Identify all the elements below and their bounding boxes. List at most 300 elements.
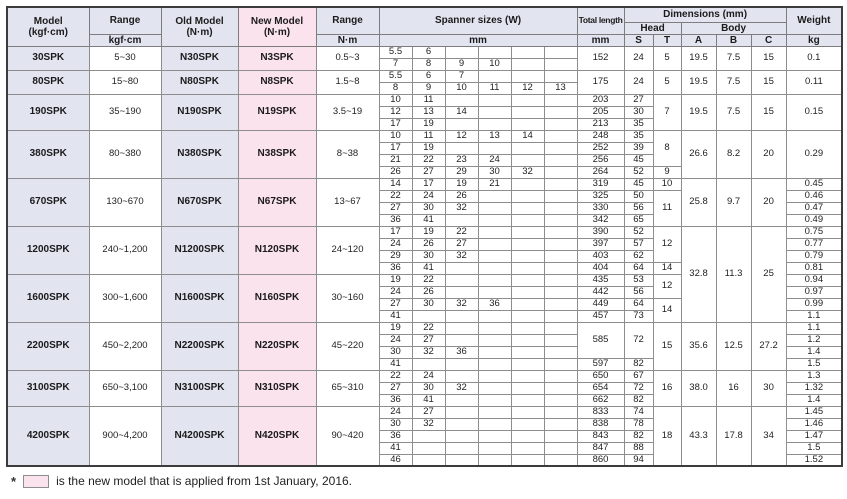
t-cell: 8 [653, 130, 681, 166]
t-cell: 16 [653, 370, 681, 406]
s-cell: 56 [624, 202, 653, 214]
footnote-text: is the new model that is applied from 1st January, 2016. [56, 474, 353, 488]
range-kgfcm-cell: 300~1,600 [89, 274, 161, 322]
total-cell: 248 [577, 130, 624, 142]
weight-cell: 1.4 [786, 346, 842, 358]
a-cell: 19.5 [681, 46, 716, 70]
spanner-size-cell [511, 226, 544, 238]
spanner-size-cell [511, 298, 544, 310]
footnote-asterisk: * [11, 473, 17, 489]
spanner-size-cell: 36 [379, 394, 412, 406]
spanner-size-cell [511, 310, 544, 322]
spanner-size-cell [544, 334, 577, 346]
c-cell: 15 [751, 46, 786, 70]
total-cell: 650 [577, 370, 624, 382]
spanner-size-cell: 17 [379, 118, 412, 130]
spanner-size-cell [511, 370, 544, 382]
t-cell: 15 [653, 322, 681, 370]
s-cell: 73 [624, 310, 653, 322]
b-cell: 8.2 [716, 130, 751, 178]
spanner-size-cell: 24 [379, 286, 412, 298]
model-cell: 190SPK [7, 94, 89, 130]
s-cell: 35 [624, 118, 653, 130]
spanner-size-cell [544, 142, 577, 154]
model-cell: 80SPK [7, 70, 89, 94]
model-cell: 3100SPK [7, 370, 89, 406]
spanner-size-cell [445, 142, 478, 154]
range-kgfcm-cell: 5~30 [89, 46, 161, 70]
spanner-size-cell [544, 262, 577, 274]
header-model [7, 7, 89, 46]
spanner-size-cell: 11 [478, 82, 511, 94]
weight-cell: 0.81 [786, 262, 842, 274]
total-cell: 457 [577, 310, 624, 322]
range-nm-cell: 30~160 [316, 274, 379, 322]
spanner-size-cell [412, 442, 445, 454]
total-cell: 403 [577, 250, 624, 262]
header-range-kgfcm: Range [89, 7, 161, 34]
range-kgfcm-cell: 80~380 [89, 130, 161, 178]
s-cell: 65 [624, 214, 653, 226]
spanner-size-cell: 22 [445, 226, 478, 238]
weight-cell: 1.45 [786, 406, 842, 418]
spanner-size-cell: 32 [445, 298, 478, 310]
b-cell: 9.7 [716, 178, 751, 226]
spanner-size-cell: 27 [412, 166, 445, 178]
spanner-size-cell: 32 [445, 202, 478, 214]
spanner-size-cell: 24 [379, 334, 412, 346]
spanner-size-cell [478, 190, 511, 202]
weight-cell: 1.1 [786, 322, 842, 334]
spanner-size-cell: 36 [379, 262, 412, 274]
weight-cell: 0.15 [786, 94, 842, 130]
spanner-size-cell [511, 70, 544, 82]
old-model-cell: N30SPK [161, 46, 238, 70]
total-cell: 585 [577, 322, 624, 358]
range-nm-cell: 90~420 [316, 406, 379, 466]
s-cell: 72 [624, 322, 653, 358]
spanner-size-cell [544, 310, 577, 322]
t-cell: 5 [653, 46, 681, 70]
spanner-size-cell [478, 46, 511, 58]
t-cell: 12 [653, 226, 681, 262]
s-cell: 24 [624, 70, 653, 94]
s-cell: 24 [624, 46, 653, 70]
spanner-size-cell [544, 58, 577, 70]
header-col-t: T [653, 34, 681, 46]
s-cell: 45 [624, 154, 653, 166]
spanner-size-cell [544, 454, 577, 466]
range-nm-cell: 45~220 [316, 322, 379, 370]
spanner-size-cell [478, 250, 511, 262]
spanner-size-cell [412, 310, 445, 322]
spanner-size-cell [511, 346, 544, 358]
s-cell: 39 [624, 142, 653, 154]
s-cell: 45 [624, 178, 653, 190]
spanner-size-cell: 29 [379, 250, 412, 262]
spanner-size-cell: 27 [379, 298, 412, 310]
weight-cell: 1.5 [786, 442, 842, 454]
t-cell: 10 [653, 178, 681, 190]
b-cell: 11.3 [716, 226, 751, 322]
header-range-nm: Range [316, 7, 379, 34]
b-cell: 7.5 [716, 70, 751, 94]
spanner-size-cell: 5.5 [379, 46, 412, 58]
spanner-size-cell: 19 [412, 226, 445, 238]
spanner-size-cell [478, 346, 511, 358]
spanner-size-cell: 19 [379, 274, 412, 286]
weight-cell: 0.47 [786, 202, 842, 214]
spanner-size-cell: 9 [445, 58, 478, 70]
table-row [7, 178, 842, 190]
new-model-cell: N38SPK [238, 130, 316, 178]
range-nm-cell: 13~67 [316, 178, 379, 226]
spanner-size-cell: 8 [412, 58, 445, 70]
spanner-size-cell [478, 106, 511, 118]
total-cell: 390 [577, 226, 624, 238]
a-cell: 38.0 [681, 370, 716, 406]
s-cell: 30 [624, 106, 653, 118]
range-nm-cell: 65~310 [316, 370, 379, 406]
header-new-model-line2: (N·m) [263, 26, 291, 38]
spanner-size-cell [412, 358, 445, 370]
spanner-size-cell [478, 358, 511, 370]
c-cell: 25 [751, 226, 786, 322]
total-cell: 397 [577, 238, 624, 250]
spanner-size-cell [544, 202, 577, 214]
model-cell: 1600SPK [7, 274, 89, 322]
total-cell: 175 [577, 70, 624, 94]
spanner-size-cell [478, 310, 511, 322]
spanner-size-cell [511, 202, 544, 214]
new-model-color-swatch [23, 475, 49, 488]
old-model-cell: N190SPK [161, 94, 238, 130]
total-cell: 442 [577, 286, 624, 298]
spanner-size-cell [511, 418, 544, 430]
header-old-model-line1: Old Model [175, 15, 224, 27]
header-model-line1: Model [33, 15, 63, 27]
total-cell: 404 [577, 262, 624, 274]
spanner-size-cell [445, 358, 478, 370]
new-model-cell: N67SPK [238, 178, 316, 226]
spanner-size-cell: 46 [379, 454, 412, 466]
spanner-size-cell [478, 394, 511, 406]
spanner-size-cell: 22 [379, 370, 412, 382]
spanner-size-cell [478, 322, 511, 334]
spanner-size-cell [544, 322, 577, 334]
spanner-size-cell [511, 154, 544, 166]
spanner-size-cell: 32 [445, 250, 478, 262]
spanner-size-cell: 30 [412, 298, 445, 310]
spanner-size-cell [445, 370, 478, 382]
spanner-size-cell [511, 286, 544, 298]
header-head-group: Head [624, 22, 681, 34]
range-nm-cell: 3.5~19 [316, 94, 379, 130]
spanner-size-cell [478, 418, 511, 430]
spanner-size-cell [544, 46, 577, 58]
header-old-model [161, 7, 238, 46]
spanner-size-cell [478, 382, 511, 394]
spanner-size-cell [544, 286, 577, 298]
header-dimensions: Dimensions (mm) [624, 7, 786, 22]
table-row [7, 322, 842, 334]
header-row-1 [7, 7, 842, 22]
t-cell: 11 [653, 190, 681, 226]
spanner-size-cell [445, 394, 478, 406]
spanner-size-cell [544, 442, 577, 454]
spanner-size-cell: 12 [511, 82, 544, 94]
s-cell: 74 [624, 406, 653, 418]
spanner-size-cell [445, 274, 478, 286]
spanner-size-cell: 22 [412, 274, 445, 286]
spanner-size-cell [544, 94, 577, 106]
a-cell: 19.5 [681, 94, 716, 130]
range-kgfcm-cell: 130~670 [89, 178, 161, 226]
model-cell: 4200SPK [7, 406, 89, 466]
header-row-3 [7, 34, 842, 46]
total-cell: 342 [577, 214, 624, 226]
spanner-size-cell: 24 [478, 154, 511, 166]
spanner-size-cell [544, 346, 577, 358]
spanner-size-cell: 11 [412, 94, 445, 106]
model-cell: 30SPK [7, 46, 89, 70]
total-cell: 833 [577, 406, 624, 418]
total-cell: 213 [577, 118, 624, 130]
spanner-size-cell: 27 [379, 382, 412, 394]
spanner-size-cell [445, 334, 478, 346]
new-model-cell: N120SPK [238, 226, 316, 274]
weight-cell: 1.5 [786, 358, 842, 370]
spanner-size-cell: 24 [412, 370, 445, 382]
c-cell: 15 [751, 70, 786, 94]
a-cell: 43.3 [681, 406, 716, 466]
spanner-size-cell: 21 [379, 154, 412, 166]
header-col-s: S [624, 34, 653, 46]
spanner-size-cell: 7 [445, 70, 478, 82]
spanner-size-cell [511, 322, 544, 334]
spanner-size-cell [445, 322, 478, 334]
spanner-size-cell [544, 70, 577, 82]
spanner-size-cell [511, 106, 544, 118]
spanner-size-cell [544, 274, 577, 286]
weight-cell: 1.46 [786, 418, 842, 430]
range-nm-cell: 24~120 [316, 226, 379, 274]
spanner-size-cell: 24 [412, 190, 445, 202]
table-row [7, 94, 842, 106]
spanner-size-cell: 32 [511, 166, 544, 178]
spanner-size-cell: 30 [379, 418, 412, 430]
spanner-size-cell [445, 94, 478, 106]
old-model-cell: N670SPK [161, 178, 238, 226]
c-cell: 20 [751, 130, 786, 178]
s-cell: 82 [624, 394, 653, 406]
spanner-size-cell [511, 334, 544, 346]
range-kgfcm-cell: 15~80 [89, 70, 161, 94]
spanner-size-cell: 6 [412, 46, 445, 58]
new-model-cell: N3SPK [238, 46, 316, 70]
spanner-size-cell: 26 [445, 190, 478, 202]
spanner-size-cell [445, 46, 478, 58]
weight-cell: 0.94 [786, 274, 842, 286]
table-header [7, 7, 842, 46]
spanner-size-cell: 17 [379, 142, 412, 154]
spanner-size-cell [445, 430, 478, 442]
spanner-size-cell: 12 [445, 130, 478, 142]
spanner-size-cell: 10 [379, 130, 412, 142]
spanner-size-cell [511, 58, 544, 70]
total-cell: 597 [577, 358, 624, 370]
weight-cell: 0.45 [786, 178, 842, 190]
range-nm-cell: 0.5~3 [316, 46, 379, 70]
spanner-size-cell: 30 [412, 382, 445, 394]
spanner-size-cell [511, 178, 544, 190]
a-cell: 19.5 [681, 70, 716, 94]
spanner-size-cell: 27 [412, 406, 445, 418]
spanner-size-cell: 36 [478, 298, 511, 310]
b-cell: 7.5 [716, 94, 751, 130]
spanner-size-cell: 13 [544, 82, 577, 94]
spanner-size-cell [478, 370, 511, 382]
spanner-size-cell [478, 262, 511, 274]
spanner-size-cell [478, 94, 511, 106]
spanner-size-cell [511, 214, 544, 226]
spanner-size-cell [544, 154, 577, 166]
s-cell: 57 [624, 238, 653, 250]
c-cell: 34 [751, 406, 786, 466]
spanner-size-cell [445, 406, 478, 418]
b-cell: 17.8 [716, 406, 751, 466]
s-cell: 78 [624, 418, 653, 430]
spanner-size-cell [511, 430, 544, 442]
spanner-size-cell: 12 [379, 106, 412, 118]
spanner-size-cell [478, 70, 511, 82]
spanner-size-cell: 30 [412, 250, 445, 262]
total-cell: 256 [577, 154, 624, 166]
c-cell: 30 [751, 370, 786, 406]
spanner-size-cell: 19 [412, 118, 445, 130]
spanner-size-cell [478, 334, 511, 346]
new-model-cell: N160SPK [238, 274, 316, 322]
old-model-cell: N2200SPK [161, 322, 238, 370]
range-kgfcm-cell: 240~1,200 [89, 226, 161, 274]
range-kgfcm-cell: 35~190 [89, 94, 161, 130]
total-cell: 449 [577, 298, 624, 310]
spanner-size-cell: 14 [379, 178, 412, 190]
new-model-cell: N310SPK [238, 370, 316, 406]
spanner-size-cell [511, 142, 544, 154]
spanner-size-cell [445, 262, 478, 274]
spanner-size-cell [478, 454, 511, 466]
weight-cell: 0.11 [786, 70, 842, 94]
spanner-size-cell: 14 [511, 130, 544, 142]
table-row [7, 370, 842, 382]
weight-cell: 0.79 [786, 250, 842, 262]
range-kgfcm-cell: 900~4,200 [89, 406, 161, 466]
a-cell: 26.6 [681, 130, 716, 178]
total-cell: 838 [577, 418, 624, 430]
model-cell: 380SPK [7, 130, 89, 178]
t-cell: 14 [653, 298, 681, 322]
spanner-size-cell: 26 [412, 286, 445, 298]
total-cell: 330 [577, 202, 624, 214]
header-unit-nm: N·m [316, 34, 379, 46]
spanner-size-cell: 24 [379, 406, 412, 418]
spanner-size-cell [478, 286, 511, 298]
spanner-size-cell [544, 418, 577, 430]
spanner-size-cell: 41 [379, 442, 412, 454]
spanner-size-cell: 19 [379, 322, 412, 334]
total-cell: 264 [577, 166, 624, 178]
c-cell: 15 [751, 94, 786, 130]
table-row [7, 406, 842, 418]
total-cell: 319 [577, 178, 624, 190]
model-cell: 670SPK [7, 178, 89, 226]
range-nm-cell: 1.5~8 [316, 70, 379, 94]
spanner-size-cell: 10 [445, 82, 478, 94]
total-cell: 847 [577, 442, 624, 454]
weight-cell: 1.4 [786, 394, 842, 406]
header-unit-spanner-mm: mm [379, 34, 577, 46]
new-model-cell: N220SPK [238, 322, 316, 370]
new-model-cell: N420SPK [238, 406, 316, 466]
spanner-size-cell: 17 [379, 226, 412, 238]
s-cell: 64 [624, 262, 653, 274]
table-row [7, 226, 842, 238]
spanner-size-cell [511, 262, 544, 274]
spanner-size-cell [478, 202, 511, 214]
weight-cell: 1.47 [786, 430, 842, 442]
spanner-size-cell [478, 430, 511, 442]
spanner-size-cell: 10 [379, 94, 412, 106]
spanner-size-cell: 36 [445, 346, 478, 358]
s-cell: 88 [624, 442, 653, 454]
spanner-size-cell [511, 442, 544, 454]
spanner-size-cell [544, 190, 577, 202]
spanner-size-cell [478, 214, 511, 226]
spanner-size-cell: 14 [445, 106, 478, 118]
header-total-length: Total length [577, 7, 624, 34]
spanner-size-cell [445, 214, 478, 226]
spanner-size-cell: 41 [412, 262, 445, 274]
header-spanner-sizes: Spanner sizes (W) [379, 7, 577, 34]
spanner-size-cell [511, 46, 544, 58]
weight-cell: 0.97 [786, 286, 842, 298]
spanner-size-cell [544, 166, 577, 178]
table-row [7, 46, 842, 58]
s-cell: 35 [624, 130, 653, 142]
spanner-size-cell [412, 430, 445, 442]
header-new-model-line1: New Model [250, 15, 304, 27]
spanner-size-cell: 26 [379, 166, 412, 178]
header-col-a: A [681, 34, 716, 46]
spanner-size-cell: 22 [379, 190, 412, 202]
t-cell: 12 [653, 274, 681, 298]
spanner-size-cell: 22 [412, 322, 445, 334]
spanner-size-cell [544, 250, 577, 262]
spanner-size-cell: 41 [379, 310, 412, 322]
spanner-size-cell: 41 [412, 394, 445, 406]
total-cell: 843 [577, 430, 624, 442]
spanner-size-cell: 30 [478, 166, 511, 178]
b-cell: 12.5 [716, 322, 751, 370]
model-cell: 2200SPK [7, 322, 89, 370]
spanner-size-cell [544, 214, 577, 226]
spanner-size-cell [445, 310, 478, 322]
header-unit-kg: kg [786, 34, 842, 46]
total-cell: 205 [577, 106, 624, 118]
range-kgfcm-cell: 650~3,100 [89, 370, 161, 406]
spanner-size-cell [544, 298, 577, 310]
